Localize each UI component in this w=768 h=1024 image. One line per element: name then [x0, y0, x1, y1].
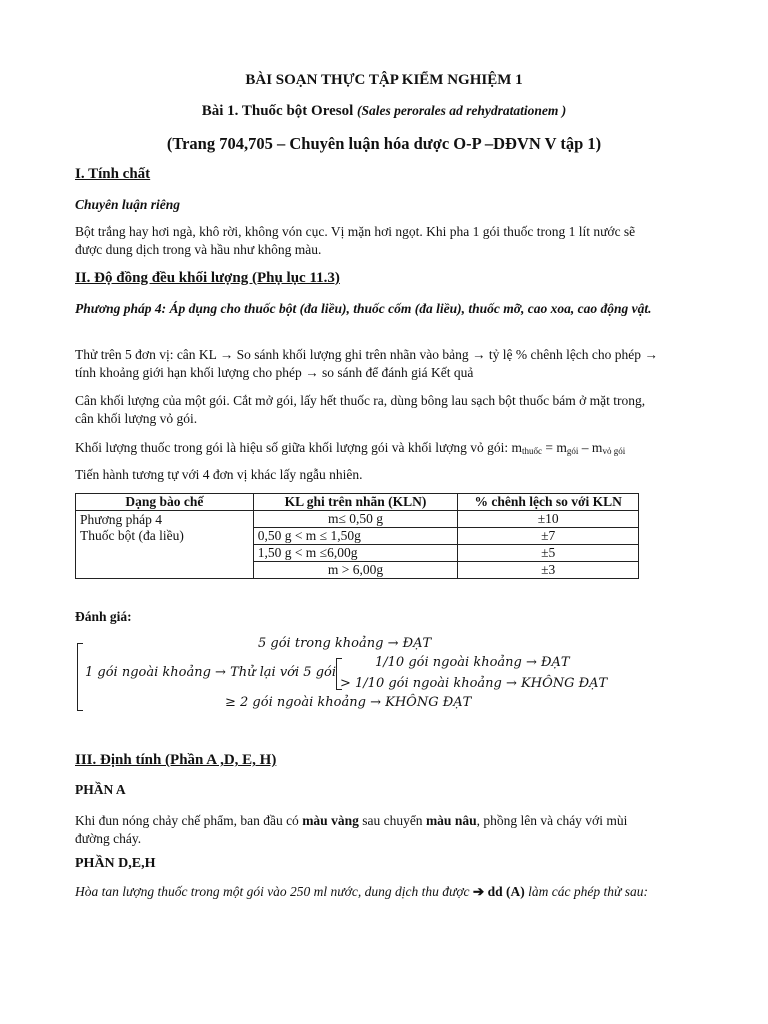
eval-line-2: 1 gói ngoài khoảng → Thử lại với 5 gói — [85, 665, 336, 680]
section-2-heading: II. Độ đồng đều khối lượng (Phụ lục 11.3) — [75, 270, 340, 286]
arrow-icon: ➔ — [472, 884, 485, 899]
reference-line: (Trang 704,705 – Chuyên luận hóa dược O-P –DĐVN V tập 1) — [166, 134, 602, 153]
eval-line-1: 5 gói trong khoảng → ĐẠT — [258, 636, 432, 651]
pct-cell: ±5 — [458, 545, 639, 562]
section-3-heading: III. Định tính (Phần A ,D, E, H) — [75, 752, 277, 768]
mass-uniformity-table — [75, 493, 639, 579]
section-1-line-1: Bột trắng hay hơi ngà, khô rời, không vón cục. Vị mặn hơi ngọt. Khi pha 1 gói thuốc trong 1 lít nước sẽ — [75, 224, 636, 239]
table-header-cell: Dạng bào chế — [76, 494, 254, 511]
part-deh-label: PHẦN D,E,H — [75, 856, 156, 871]
section-1-line-2: được dung dịch trong và hầu như không màu. — [75, 242, 322, 257]
part-a-label: PHẦN A — [75, 782, 126, 797]
pct-cell: ±3 — [458, 562, 639, 579]
lesson-title-main: Bài 1. Thuốc bột Oresol — [201, 103, 354, 119]
eval-line-3: ≥ 2 gói ngoài khoảng → KHÔNG ĐẠT — [225, 695, 472, 710]
document-title: BÀI SOẠN THỰC TẬP KIỂM NGHIỆM 1 — [245, 72, 523, 88]
section-2-paragraph-2 — [75, 392, 695, 428]
kln-cell: m≤ 0,50 g — [253, 511, 458, 528]
lesson-title — [0, 103, 768, 120]
table-header-cell: % chênh lệch so với KLN — [458, 494, 639, 511]
table-header-cell: KL ghi trên nhãn (KLN) — [253, 494, 458, 511]
kln-cell: 1,50 g < m ≤6,00g — [253, 545, 458, 562]
p1-line-1: Thử trên 5 đơn vị: cân KL → So sánh khối lượng ghi trên nhãn vào bảng → tỷ lệ % chênh lệch cho phép → — [75, 347, 658, 362]
section-1-heading: I. Tính chất — [75, 166, 151, 182]
lesson-title-latin: (Sales perorales ad rehydratationem ) — [357, 103, 567, 118]
part-a-paragraph: Khi đun nóng chảy chế phẩm, ban đầu có màu vàng sau chuyển màu nâu, phồng lên và cháy với mùi đường cháy. — [75, 813, 628, 846]
table-row — [76, 511, 639, 528]
p1-line-2: tính khoảng giới hạn khối lượng cho phép → so sánh để đánh giá Kết quả — [75, 365, 474, 380]
mass-formula-line: Khối lượng thuốc trong gói là hiệu số giữa khối lượng gói và khối lượng vỏ gói: $m_{thuốc} = m_{gói} - m_{vỏ gói}$ — [75, 440, 626, 456]
eval-line-2a: 1/10 gói ngoài khoảng → ĐẠT — [375, 655, 570, 670]
dosage-form-cell: Phương pháp 4 Thuốc bột (đa liều) — [76, 511, 254, 579]
p2-line-2: cân khối lượng vỏ gói. — [75, 411, 198, 426]
outer-bracket — [77, 643, 83, 711]
eval-line-2b: > 1/10 gói ngoài khoảng → KHÔNG ĐẠT — [340, 676, 608, 691]
section-1-paragraph — [75, 223, 695, 259]
kln-cell: 0,50 g < m ≤ 1,50g — [253, 528, 458, 545]
pct-cell: ±10 — [458, 511, 639, 528]
evaluation-label: Đánh giá: — [75, 609, 132, 624]
kln-cell: m > 6,00g — [253, 562, 458, 579]
p2-line-1: Cân khối lượng của một gói. Cắt mở gói, lấy hết thuốc ra, dùng bông lau sạch bột thuốc bám ở mặt trong, — [75, 393, 646, 408]
pct-cell: ±7 — [458, 528, 639, 545]
table-header-row — [76, 494, 639, 511]
method-description: Phương pháp 4: Áp dụng cho thuốc bột (đa liều), thuốc cốm (đa liều), thuốc mỡ, cao xoa, cao động vật. — [75, 301, 652, 316]
section-1-subheading: Chuyên luận riêng — [75, 197, 181, 212]
section-2-paragraph-1 — [75, 346, 695, 382]
section-2-paragraph-4: Tiến hành tương tự với 4 đơn vị khác lấy ngẫu nhiên. — [75, 467, 363, 482]
part-deh-paragraph: Hòa tan lượng thuốc trong một gói vào 250 ml nước, dung dịch thu được ➔ dd (A) làm các phép thử sau: — [75, 884, 648, 899]
